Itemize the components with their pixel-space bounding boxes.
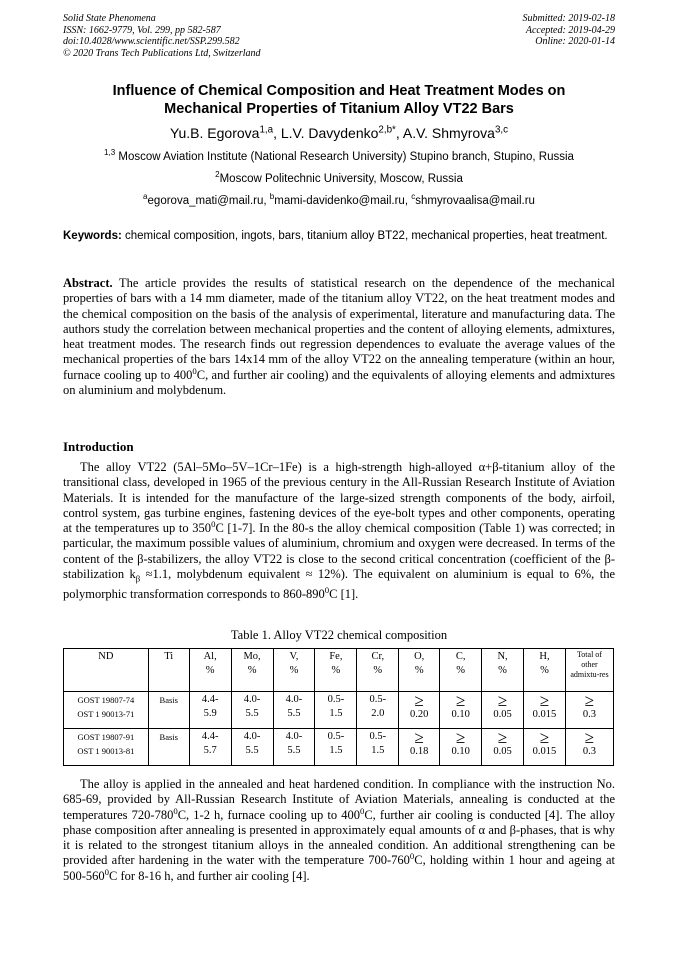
ti-cell: Basis — [148, 729, 189, 766]
author-2: L.V. Davydenko — [280, 125, 379, 141]
table-row — [64, 729, 614, 766]
fe-cell: 0.5- 1.5 — [315, 729, 357, 766]
o-cell: ≥ 0.18 — [399, 729, 440, 766]
al-cell: 4.4- 5.9 — [189, 692, 231, 729]
section-heading-introduction: Introduction — [63, 439, 134, 454]
mo-cell: 4.0- 5.5 — [231, 729, 273, 766]
paper-title: Influence of Chemical Composition and Heat Treatment Modes on Mechanical Properties of Titanium Alloy VT22 Bars — [112, 83, 566, 117]
v-cell: 4.0- 5.5 — [273, 729, 315, 766]
col-header: Al, % — [189, 649, 231, 692]
al-cell: 4.4- 5.7 — [189, 729, 231, 766]
table-caption: Table 1. Alloy VT22 chemical composition — [230, 628, 448, 642]
submitted-date: Submitted: 2019-02-18 — [522, 13, 615, 24]
cr-cell: 0.5- 1.5 — [357, 729, 399, 766]
keywords: Keywords: chemical composition, ingots, bars, titanium alloy BT22, mechanical properties, heat treatment. — [63, 230, 608, 242]
col-header: N, % — [482, 649, 524, 692]
col-header: Fe, % — [315, 649, 357, 692]
journal-name: Solid State Phenomena — [63, 13, 156, 24]
doi: doi:10.4028/www.scientific.net/SSP.299.582 — [63, 36, 240, 47]
author-1: Yu.B. Egorova — [169, 125, 260, 141]
c-cell: ≥ 0.10 — [440, 692, 482, 729]
affiliation-2: $^2$Moscow Politechnic University, Moscow, Russia — [215, 170, 463, 185]
author-list: Yu.B. Egorova$^{1,a}$, L.V. Davydenko$^{2,b*}$, A.V. Shmyrova$^{3,c}$ — [169, 124, 509, 141]
c-cell: ≥ 0.10 — [440, 729, 482, 766]
table-row — [64, 692, 614, 729]
affiliation-1: $^{1,3}$ Moscow Aviation Institute (National Research University) Stupino branch, Stupino, Russia — [104, 148, 574, 163]
col-header: Cr, % — [357, 649, 399, 692]
h-cell: ≥ 0.015 — [524, 692, 566, 729]
col-header: Total of other admixtu-res — [565, 649, 613, 692]
col-header: Ti — [148, 649, 189, 692]
body-paragraph: The alloy is applied in the annealed and heat hardened condition. In compliance with the instruction No. 685-69, provided by All-Russian Research Institute of Aviation Materials, annealing is conducted at the temperatures $720-780^0C$, 1-2 h, furnace cooling up to $400^0C$, further air cooling is conducted [4]. The alloy phase composition after annealing is presented in approximately equal amounts of α and β-phases, that is why it is related to the strongest titanium alloys in the annealed condition. An additional strengthening can be provided after hardening in the water with the temperature $700-760^0C$, holding within 1 hour and ageing at $500-560^0C$ for 8-16 h, and further air cooling [4]. — [63, 777, 616, 883]
col-header: O, % — [399, 649, 440, 692]
col-header: ND — [64, 649, 149, 692]
other-cell: ≥ 0.3 — [565, 729, 613, 766]
table-header-row — [64, 649, 614, 692]
composition-table — [63, 648, 614, 766]
nd-cell: GOST 19807-91 OST 1 90013-81 — [64, 729, 149, 766]
col-header: V, % — [273, 649, 315, 692]
h-cell: ≥ 0.015 — [524, 729, 566, 766]
author-emails: $^a$egorova_mati@mail.ru, $^b$mami-davidenko@mail.ru, $^c$shmyrovaalisa@mail.ru — [143, 192, 535, 207]
nd-cell: GOST 19807-74 OST 1 90013-71 — [64, 692, 149, 729]
v-cell: 4.0- 5.5 — [273, 692, 315, 729]
issn: ISSN: 1662-9779, Vol. 299, pp 582-587 — [63, 24, 221, 36]
n-cell: ≥ 0.05 — [482, 729, 524, 766]
dates-header — [523, 13, 616, 48]
intro-paragraph: The alloy VT22 (5Al–5Mo–5V–1Cr–1Fe) is a high-strength high-alloyed α+β-titanium alloy of the transitional class, developed in 1965 of the previous century in the All-Russian Research Institute of Aviation Materials. It is intended for the manufacture of the large-sized strength components of the body, airfoil, control system, gas turbine engines, fastening devices of the eye-bolt types and other components, operating at the temperatures up to $350^0C$ [1-7]. In the 80-s the alloy chemical composition (Table 1) was corrected; in particular, the maximum possible values of aluminium, chromium and oxygen were decreased. In terms of the content of the β-stabilizers, the alloy VT22 is close to the second critical concentration (coefficient of the β-stabilization $k_\beta \approx 1.1$, molybdenum equivalent ≈ 12%). The equivalent on aluminium is equal to 6%, the polymorphic transformation corresponds to $860-890^0C$ [1]. — [63, 460, 615, 601]
journal-header — [63, 13, 261, 59]
n-cell: ≥ 0.05 — [482, 692, 524, 729]
col-header: C, % — [440, 649, 482, 692]
col-header: Mo, % — [231, 649, 273, 692]
o-cell: ≥ 0.20 — [399, 692, 440, 729]
accepted-date: Accepted: 2019-04-29 — [525, 24, 615, 36]
fe-cell: 0.5- 1.5 — [315, 692, 357, 729]
copyright: © 2020 Trans Tech Publications Ltd, Switzerland — [63, 47, 261, 59]
author-3: A.V. Shmyrova — [402, 125, 495, 141]
online-date: Online: 2020-01-14 — [535, 36, 615, 47]
col-header: H, % — [524, 649, 566, 692]
abstract: Abstract. The article provides the results of statistical research on the dependence of the mechanical properties of bars with a 14 mm diameter, made of the titanium alloy VT22, on the heat treatment modes and the chemical composition on the basis of the analysis of experimental, literature and manufacturing data. The authors study the correlation between mechanical properties and the content of alloying elements, admixtures, heat treatment modes. The research finds out regression dependences to evaluate the average values of the mechanical properties of the bars 14x14 mm of the alloy VT22 on the annealing temperature (within an hour, furnace cooling up to $400^0C$, and further air cooling) and the equivalents of alloying elements and admixtures on aluminium and molybdenum. — [63, 276, 615, 398]
ti-cell: Basis — [148, 692, 189, 729]
cr-cell: 0.5- 2.0 — [357, 692, 399, 729]
other-cell: ≥ 0.3 — [565, 692, 613, 729]
mo-cell: 4.0- 5.5 — [231, 692, 273, 729]
